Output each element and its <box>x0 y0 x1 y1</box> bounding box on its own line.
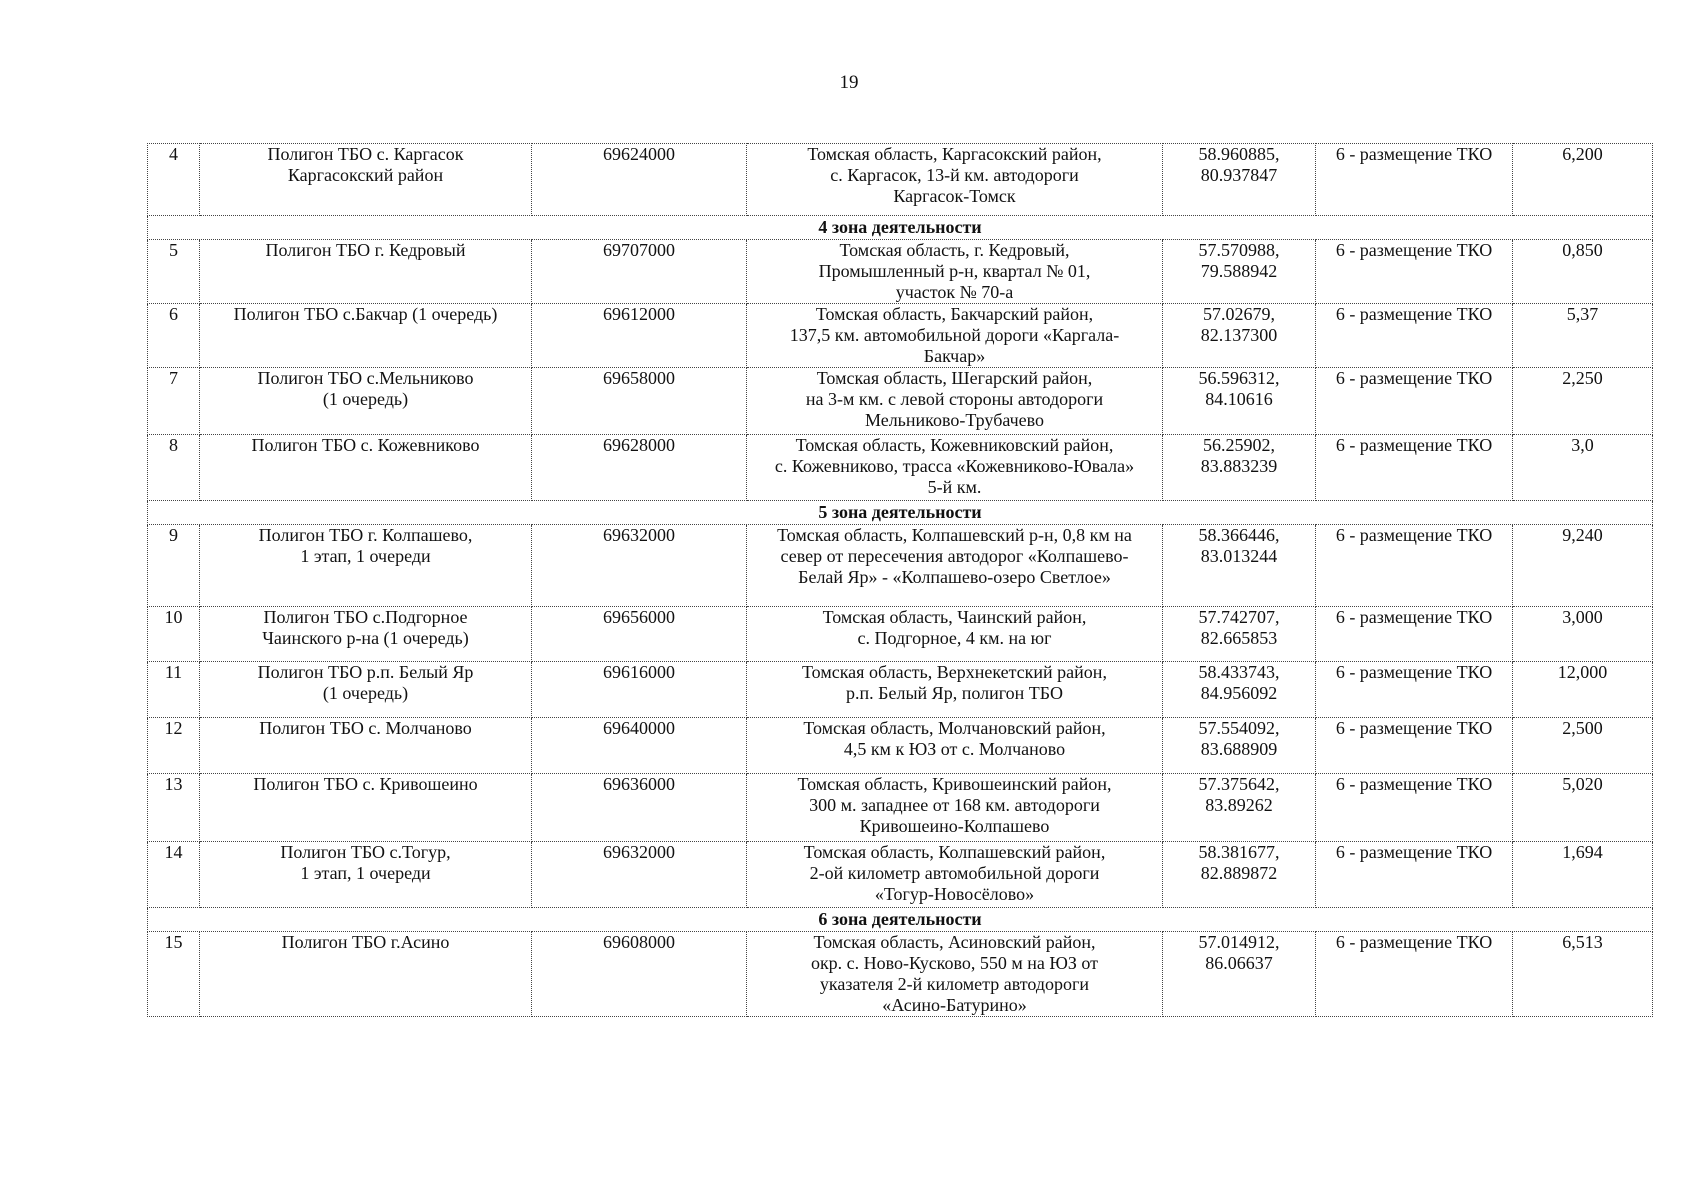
zone-header-row <box>148 216 1653 240</box>
facility-area: 2,500 <box>1513 718 1653 774</box>
table-row <box>148 240 1653 304</box>
row-number: 11 <box>148 662 200 718</box>
facility-type: 6 - размещение ТКО <box>1316 368 1513 435</box>
facility-area: 2,250 <box>1513 368 1653 435</box>
facility-area: 0,850 <box>1513 240 1653 304</box>
oktmo-code: 69658000 <box>532 368 747 435</box>
row-number: 10 <box>148 607 200 662</box>
facility-address: Томская область, Асиновский район, окр. с. Ново-Кусково, 550 м на ЮЗ от указателя 2-й километр автодороги «Асино-Батурино» <box>747 932 1163 1017</box>
facility-area: 1,694 <box>1513 842 1653 908</box>
row-number: 12 <box>148 718 200 774</box>
facility-type: 6 - размещение ТКО <box>1316 718 1513 774</box>
facility-type: 6 - размещение ТКО <box>1316 304 1513 368</box>
oktmo-code: 69632000 <box>532 842 747 908</box>
row-number: 13 <box>148 774 200 842</box>
coordinates: 57.570988, 79.588942 <box>1163 240 1316 304</box>
row-number: 15 <box>148 932 200 1017</box>
oktmo-code: 69628000 <box>532 435 747 501</box>
facility-type: 6 - размещение ТКО <box>1316 662 1513 718</box>
facility-name: Полигон ТБО р.п. Белый Яр (1 очередь) <box>200 662 532 718</box>
facility-name: Полигон ТБО с.Подгорное Чаинского р-на (1 очередь) <box>200 607 532 662</box>
facility-area: 6,513 <box>1513 932 1653 1017</box>
facility-address: Томская область, Чаинский район, с. Подгорное, 4 км. на юг <box>747 607 1163 662</box>
coordinates: 57.375642, 83.89262 <box>1163 774 1316 842</box>
facility-type: 6 - размещение ТКО <box>1316 144 1513 216</box>
facility-name: Полигон ТБО с.Мельниково (1 очередь) <box>200 368 532 435</box>
facility-area: 12,000 <box>1513 662 1653 718</box>
facility-area: 5,37 <box>1513 304 1653 368</box>
facility-name: Полигон ТБО г. Кедровый <box>200 240 532 304</box>
table-row <box>148 144 1653 216</box>
facility-address: Томская область, Шегарский район, на 3-м км. с левой стороны автодороги Мельниково-Трубачево <box>747 368 1163 435</box>
facility-name: Полигон ТБО с. Кожевниково <box>200 435 532 501</box>
table-row <box>148 304 1653 368</box>
oktmo-code: 69632000 <box>532 525 747 607</box>
table-row <box>148 932 1653 1017</box>
facility-type: 6 - размещение ТКО <box>1316 774 1513 842</box>
facility-name: Полигон ТБО с.Бакчар (1 очередь) <box>200 304 532 368</box>
oktmo-code: 69656000 <box>532 607 747 662</box>
facility-address: Томская область, Кожевниковский район, с. Кожевниково, трасса «Кожевниково-Ювала» 5-й км. <box>747 435 1163 501</box>
coordinates: 57.554092, 83.688909 <box>1163 718 1316 774</box>
facility-name: Полигон ТБО с.Тогур, 1 этап, 1 очереди <box>200 842 532 908</box>
facility-name: Полигон ТБО г.Асино <box>200 932 532 1017</box>
row-number: 9 <box>148 525 200 607</box>
coordinates: 58.433743, 84.956092 <box>1163 662 1316 718</box>
facility-address: Томская область, Бакчарский район, 137,5 км. автомобильной дороги «Каргала- Бакчар» <box>747 304 1163 368</box>
row-number: 14 <box>148 842 200 908</box>
facility-type: 6 - размещение ТКО <box>1316 842 1513 908</box>
facility-name: Полигон ТБО г. Колпашево, 1 этап, 1 очереди <box>200 525 532 607</box>
landfill-registry-table <box>147 143 1653 1017</box>
oktmo-code: 69636000 <box>532 774 747 842</box>
facility-address: Томская область, Колпашевский р-н, 0,8 км на север от пересечения автодорог «Колпашево- Белай Яр» - «Колпашево-озеро Светлое» <box>747 525 1163 607</box>
table-row <box>148 662 1653 718</box>
coordinates: 56.25902, 83.883239 <box>1163 435 1316 501</box>
facility-area: 3,000 <box>1513 607 1653 662</box>
facility-type: 6 - размещение ТКО <box>1316 525 1513 607</box>
oktmo-code: 69616000 <box>532 662 747 718</box>
facility-type: 6 - размещение ТКО <box>1316 607 1513 662</box>
oktmo-code: 69640000 <box>532 718 747 774</box>
facility-address: Томская область, г. Кедровый, Промышленный р-н, квартал № 01, участок № 70-а <box>747 240 1163 304</box>
zone-header: 4 зона деятельности <box>148 216 1653 240</box>
row-number: 8 <box>148 435 200 501</box>
zone-header-row <box>148 908 1653 932</box>
coordinates: 57.014912, 86.06637 <box>1163 932 1316 1017</box>
table-row <box>148 774 1653 842</box>
facility-name: Полигон ТБО с. Кривошеино <box>200 774 532 842</box>
facility-name: Полигон ТБО с. Каргасок Каргасокский район <box>200 144 532 216</box>
zone-header: 5 зона деятельности <box>148 501 1653 525</box>
facility-area: 5,020 <box>1513 774 1653 842</box>
row-number: 5 <box>148 240 200 304</box>
table-row <box>148 718 1653 774</box>
facility-address: Томская область, Каргасокский район, с. Каргасок, 13-й км. автодороги Каргасок-Томск <box>747 144 1163 216</box>
facility-address: Томская область, Кривошеинский район, 300 м. западнее от 168 км. автодороги Кривошеино-Колпашево <box>747 774 1163 842</box>
page-number: 19 <box>839 72 859 93</box>
coordinates: 57.742707, 82.665853 <box>1163 607 1316 662</box>
zone-header-row <box>148 501 1653 525</box>
registry-body <box>148 144 1653 1017</box>
table-row <box>148 435 1653 501</box>
facility-type: 6 - размещение ТКО <box>1316 240 1513 304</box>
facility-name: Полигон ТБО с. Молчаново <box>200 718 532 774</box>
oktmo-code: 69612000 <box>532 304 747 368</box>
facility-type: 6 - размещение ТКО <box>1316 932 1513 1017</box>
table-row <box>148 368 1653 435</box>
facility-type: 6 - размещение ТКО <box>1316 435 1513 501</box>
coordinates: 58.366446, 83.013244 <box>1163 525 1316 607</box>
facility-address: Томская область, Колпашевский район, 2-ой километр автомобильной дороги «Тогур-Новосёлово» <box>747 842 1163 908</box>
coordinates: 57.02679, 82.137300 <box>1163 304 1316 368</box>
facility-address: Томская область, Молчановский район, 4,5 км к ЮЗ от с. Молчаново <box>747 718 1163 774</box>
table-row <box>148 525 1653 607</box>
coordinates: 56.596312, 84.10616 <box>1163 368 1316 435</box>
facility-area: 9,240 <box>1513 525 1653 607</box>
facility-address: Томская область, Верхнекетский район, р.п. Белый Яр, полигон ТБО <box>747 662 1163 718</box>
row-number: 6 <box>148 304 200 368</box>
oktmo-code: 69624000 <box>532 144 747 216</box>
table-row <box>148 607 1653 662</box>
coordinates: 58.381677, 82.889872 <box>1163 842 1316 908</box>
row-number: 4 <box>148 144 200 216</box>
oktmo-code: 69707000 <box>532 240 747 304</box>
coordinates: 58.960885, 80.937847 <box>1163 144 1316 216</box>
facility-area: 3,0 <box>1513 435 1653 501</box>
facility-area: 6,200 <box>1513 144 1653 216</box>
zone-header: 6 зона деятельности <box>148 908 1653 932</box>
oktmo-code: 69608000 <box>532 932 747 1017</box>
table-row <box>148 842 1653 908</box>
row-number: 7 <box>148 368 200 435</box>
